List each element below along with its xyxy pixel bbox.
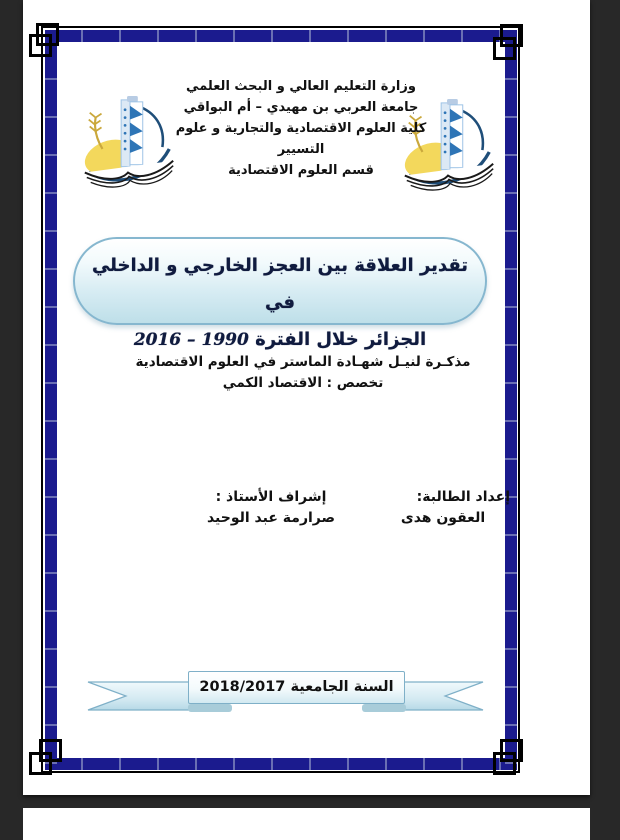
ribbon-fold-right <box>362 704 406 712</box>
document-page-2 <box>23 808 590 840</box>
student-label: إعداد الطالبة: <box>416 489 510 505</box>
faculty-line: كلية العلوم الاقتصادية والتجارية و علوم التسيير <box>175 121 427 157</box>
ribbon-fold-left <box>188 704 232 712</box>
document-page-1 <box>23 0 590 795</box>
corner-ornament-top-right <box>493 37 516 60</box>
student-credit <box>370 487 510 529</box>
student-name: العقون هدى <box>400 510 486 526</box>
supervisor-label: إشراف الأستاذ : <box>215 489 327 505</box>
supervisor-credit <box>191 487 351 529</box>
page-border-top <box>45 30 517 42</box>
page-border-right <box>505 42 517 770</box>
thesis-title-line1: تقدير العلاقة بين العجز الخارجي و الداخلي في <box>91 255 469 313</box>
ribbon-left-tail <box>88 682 204 710</box>
thesis-title-oval <box>73 237 487 350</box>
thesis-title-period: 1990 – 2016 <box>133 330 249 350</box>
academic-year-value: 2018/2017 <box>199 679 286 695</box>
degree-statement <box>123 352 483 394</box>
university-line: جامعة العربي بن مهيدي – أم البواقي <box>183 100 419 115</box>
degree-type-line: مذكـرة لنيـل شهـادة الماستر في العلوم الاقتصادية <box>135 354 471 370</box>
academic-year-box <box>188 671 405 704</box>
corner-ornament-top-left <box>29 34 52 57</box>
supervisor-name: صرارمة عبد الوحيد <box>206 510 336 526</box>
degree-specialty-line: تخصص : الاقتصاد الكمي <box>222 375 384 391</box>
corner-ornament-bottom-left <box>29 752 52 775</box>
thesis-title-line2-text: الجزائر خلال الفترة <box>255 329 427 350</box>
ministry-line: وزارة التعليم العالي و البحث العلمي <box>186 79 416 94</box>
page-border-bottom <box>45 758 517 770</box>
department-line: قسم العلوم الاقتصادية <box>228 163 374 178</box>
corner-ornament-bottom-right <box>493 752 516 775</box>
academic-year-label: السنة الجامعية <box>290 679 394 695</box>
page-border-left <box>45 42 57 770</box>
institution-header <box>151 76 451 181</box>
